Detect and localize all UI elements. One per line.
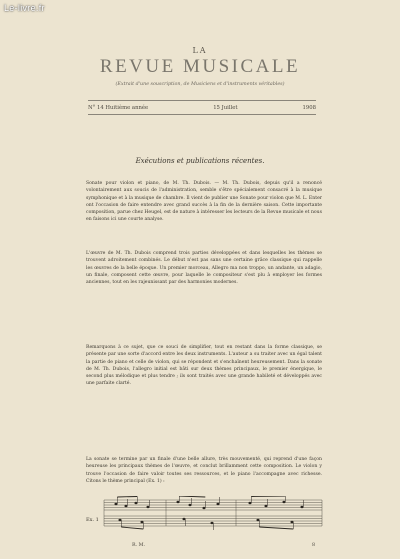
score-beams bbox=[117, 496, 293, 529]
score-notes bbox=[115, 496, 304, 530]
paragraph-2: L'œuvre de M. Th. Dubois comprend trois parties développées et dans lesquelles les thèmes se trouvent adroitement combinés. Le début n'est pas sans une certaine grâce classique qui rappelle les œuvres de la belle époque. Un premier morceau, Allegro ma non troppo, un andante, un adagio, un finale, composent cette œuvre, pour laquelle le compositeur s'est plu à employer les formes anciennes, tout en les rajeunissant par des harmonies modernes. bbox=[86, 251, 322, 285]
header-rule-top bbox=[88, 100, 316, 101]
issue-line bbox=[88, 105, 316, 111]
masthead-subtitle: (Extrait d'une souscription, de Musiciens et d'instruments véritables) bbox=[115, 82, 285, 87]
example-label: Ex. 1 bbox=[86, 517, 99, 523]
issue-number: N° 14 Huitième année bbox=[88, 105, 149, 111]
footer-initials: R. M. bbox=[132, 543, 146, 548]
page-number: 8 bbox=[312, 543, 316, 548]
paragraph-3: Remarquons à ce sujet, que ce souci de simplifier, tout en restant dans la forme classique, se présente par une sorte d'accord entre les deux instruments. L'auteur a su traiter avec un égal talent la partie de piano et celle de violon, qui se répondent et s'enchaînent heureusement. Dans la sonate de M. Th. Dubois, l'allegro initial est bâti sur deux thèmes principaux, le premier énergique, le second plus mélodique et plus tendre ; ils sont traités avec une grande habileté et développés avec une parfaite clarté. bbox=[86, 345, 322, 387]
paragraph-4: La sonate se termine par un finale d'une belle allure, très mouvementé, qui reprend d'une façon heureuse les principaux thèmes de l'œuvre, et conclut brillamment cette composition. Le violon y trouve l'occasion de faire valoir toutes ses ressources, et le piano l'accompagne avec richesse. Citons le thème principal (Ex. 1) : bbox=[86, 457, 322, 484]
issue-date: 15 Juillet bbox=[213, 105, 238, 111]
section-title: Exécutions et publications récentes. bbox=[135, 157, 265, 165]
masthead-title: REVUE MUSICALE bbox=[99, 56, 301, 77]
paragraph-1: Sonate pour violon et piano, de M. Th. Dubois. — M. Th. Dubois, depuis qu'il a renoncé volontairement aux soucis de l'administration, semble s'être spécialement consacré à la musique symphonique et à la musique de chambre. Il vient de publier une Sonate pour violon que M. L. Enter ont l'occasion de faire entendre avec grand succès à la fin de la dernière saison. Cette importante composition, parue chez Heugel, est de nature à intéresser les lecteurs de la Revue musicale et nous en faisons ici une courte analyse. bbox=[86, 181, 322, 223]
watermark-logo: Le-livre.fr bbox=[4, 3, 45, 13]
music-score-example bbox=[86, 496, 324, 534]
masthead-la: LA bbox=[192, 46, 208, 55]
header-rule-bottom bbox=[88, 114, 316, 115]
issue-year: 1908 bbox=[302, 105, 316, 111]
